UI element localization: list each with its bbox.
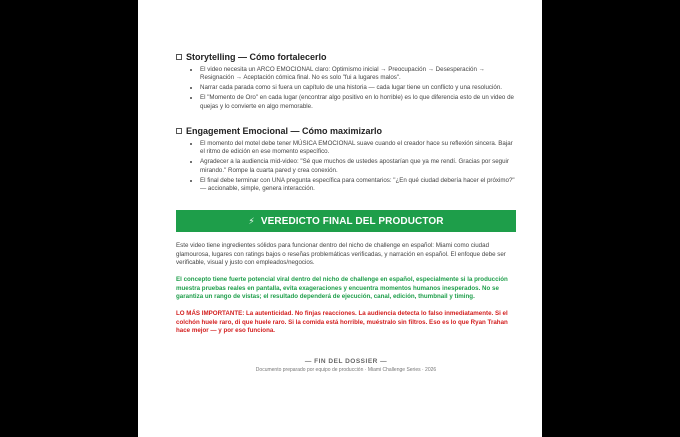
storytelling-heading [176, 52, 516, 62]
engagement-list [176, 140, 516, 194]
list-item: • El video necesita un ARCO EMOCIONAL claro: Optimismo inicial → Preocupación → Desesperación → Resignación → Aceptación cómica final. No es solo "fui a lugares malos". [200, 66, 516, 83]
engagement-title: Engagement Emocional — Cómo maximizarlo [186, 125, 383, 136]
verdict-banner [176, 210, 516, 232]
document-page [138, 0, 542, 437]
footer-subtitle: Documento preparado por equipo de producción · Miami Challenge Series · 2026 [255, 367, 437, 374]
checkbox-icon [176, 128, 182, 134]
checkbox-icon [176, 54, 182, 60]
storytelling-title: Storytelling — Cómo fortalecerlo [186, 52, 327, 62]
document-content [176, 52, 516, 373]
important-paragraph: LO MÁS IMPORTANTE: La autenticidad. No finjas reacciones. La audiencia detecta lo falso inmediatamente. Si el colchón huele raro, di que huele raro. Si la comida está horrible, muéstralo sin filtros. Eso es lo que Ryan Trahan hace mejor — y por eso funciona. [176, 310, 508, 334]
list-item: • Agradecer a la audiencia mid-video: "Sé que muchos de ustedes apostarían que ya me rendí. Gracias por seguir mirando." Rompe la cuarta pared y crea conexión. [200, 158, 516, 175]
list-item: • Narrar cada parada como si fuera un capítulo de una historia — cada lugar tiene un conflicto y una resolución. [200, 84, 516, 92]
engagement-heading [176, 126, 516, 136]
potential-paragraph: El concepto tiene fuerte potencial viral dentro del nicho de challenge en español, especialmente si la producción muestra pruebas reales en pantalla, evita exageraciones y encuentra momentos humanos inesperados. No se garantiza un rango de vistas; el resultado dependerá de ejecución, canal, edición, thumbnail y timing. [176, 276, 508, 300]
list-item: • El momento del motel debe tener MÚSICA EMOCIONAL suave cuando el creador hace su reflexión sincera. Bajar el ritmo de edición en ese momento específico. [200, 140, 516, 157]
lightning-icon: ⚡ [248, 215, 255, 226]
list-item: • El "Momento de Oro" en cada lugar (encontrar algo positivo en lo horrible) es lo que diferencia esto de un video de quejas y lo convierte en algo memorable. [200, 94, 516, 111]
intro-paragraph: Este video tiene ingredientes sólidos para funcionar dentro del nicho de challenge en español: Miami como ciudad glamourosa, lugares con ratings bajos o reseñas problemáticas verificadas, y narración en español. El enfoque debe ser verificable, visual y justo con empleados/negocios. [176, 242, 506, 267]
list-item: • El final debe terminar con UNA pregunta específica para comentarios: "¿En qué ciudad debería hacer el próximo?" — accionable, simple, genera interacción. [200, 177, 516, 194]
footer-title: — FIN DEL DOSSIER — [304, 358, 388, 366]
storytelling-list [176, 66, 516, 111]
verdict-label: VEREDICTO FINAL DEL PRODUCTOR [260, 215, 444, 227]
